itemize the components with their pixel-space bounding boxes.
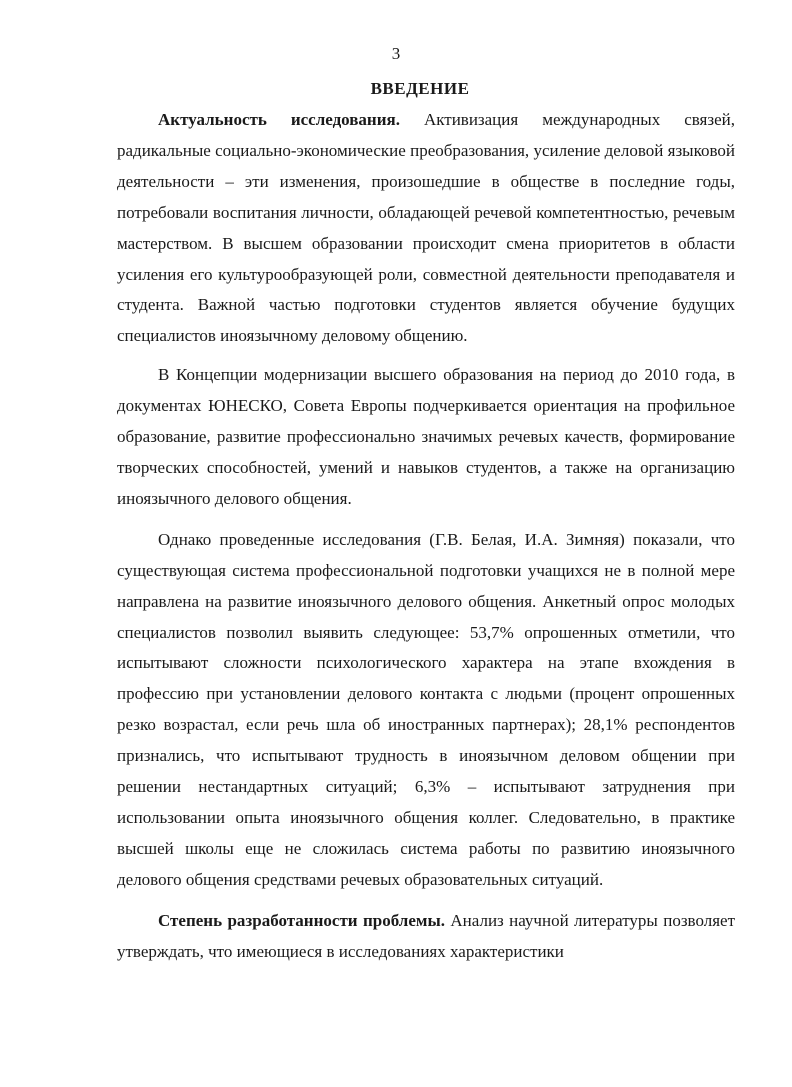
- paragraph-text: В Концепции модернизации высшего образования на период до 2010 года, в документах ЮНЕСКО, Совета Европы подчеркивается ориентация на профильное образование, развитие профессионально значимых речевых качеств, формирование творческих способностей, умений и навыков студентов, а также на организацию иноязычного делового общения.: [117, 365, 735, 508]
- paragraph-text: Однако проведенные исследования (Г.В. Белая, И.А. Зимняя) показали, что существующая система профессиональной подготовки учащихся не в полной мере направлена на развитие иноязычного делового общения. Анкетный опрос молодых специалистов позволил выявить следующее: 53,7% опрошенных отметили, что испытывают сложности психологического характера на этапе вхождения в профессию при установлении делового контакта с людьми (процент опрошенных резко возрастал, если речь шла об иностранных партнерах); 28,1% респондентов признались, что испытывают трудность в иноязычном деловом общении при решении нестандартных ситуаций; 6,3% – испытывают затруднения при использовании опыта иноязычного общения коллег. Следовательно, в практике высшей школы еще не сложилась система работы по развитию иноязычного делового общения средствами речевых образовательных ситуаций.: [117, 529, 735, 889]
- paragraph-relevance: [117, 105, 735, 352]
- paragraph-text: Активизация международных связей, радикальные социально-экономические преобразования, усиление деловой языковой деятельности – эти изменения, произошедшие в обществе в последние годы, потребовали воспитания личности, обладающей речевой компетентностью, речевым мастерством. В высшем образовании происходит смена приоритетов в области усиления его культурообразующей роли, совместной деятельности преподавателя и студента. Важной частью подготовки студентов является обучение будущих специалистов иноязычному деловому общению.: [117, 110, 735, 346]
- section-heading: ВВЕДЕНИЕ: [370, 79, 470, 98]
- page-number: 3: [391, 44, 401, 63]
- paragraph-concept: [117, 360, 735, 515]
- paragraph-lead: Степень разработанности проблемы.: [158, 910, 445, 930]
- document-body: [117, 105, 735, 967]
- paragraph-research: [117, 525, 735, 896]
- paragraph-lead: Актуальность исследования.: [158, 110, 400, 129]
- paragraph-text: Анализ научной литературы позволяет утверждать, что имеющиеся в исследованиях характеристики: [117, 910, 735, 961]
- paragraph-development-degree: [117, 906, 735, 968]
